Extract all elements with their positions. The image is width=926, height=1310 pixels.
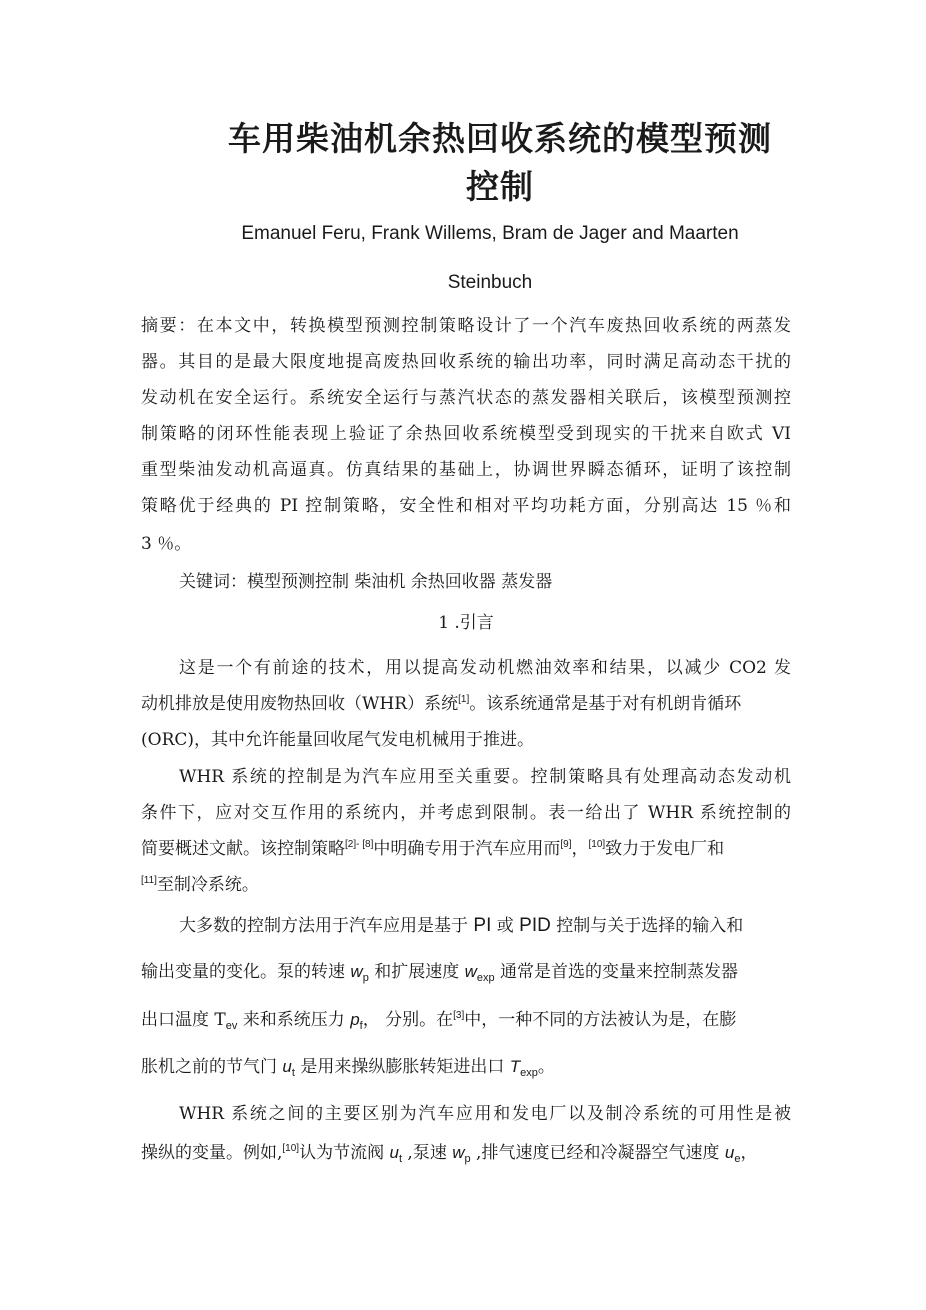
math-symbol: w (464, 962, 477, 981)
paragraph-line: 大多数的控制方法用于汽车应用是基于 PI 或 PID 控制与关于选择的输入和 (179, 915, 744, 936)
paper-title-line-2: 控制 (466, 167, 534, 206)
abstract-line: 3 ％。 (141, 534, 192, 554)
math-symbol: T (509, 1057, 521, 1076)
citation: [11] (141, 875, 157, 886)
math-symbol: u (724, 1143, 735, 1162)
paragraph-line: 操纵的变量。例如,[10]认为节流阀 $u_t$ ,泵速 $w_p$ ,排气速度已经和冷凝器空气速度 $u_e$， (141, 1143, 758, 1165)
paragraph-line: [11]至制冷系统。 (141, 875, 259, 895)
paragraph-line: 出口温度 $T_{ev}$ 来和系统压力 $p_f$， 分别。在[3]中，一种不同的方法被认为是，在膨 (141, 1010, 737, 1032)
paragraph-line: 条件下，应对交互作用的系统内，并考虑到限制。表一给出了 WHR 系统控制的 (141, 803, 791, 823)
authors-line-2: Steinbuch (447, 272, 533, 293)
abstract-line: 发动机在安全运行。系统安全运行与蒸汽状态的蒸发器相关联后，该模型预测控 (141, 388, 791, 408)
citation: [10] (588, 839, 606, 850)
math-symbol: w (350, 962, 363, 981)
citation: [1] (458, 694, 470, 705)
section-heading: 1 .引言 (438, 613, 494, 633)
paragraph-line: (ORC)，其中允许能量回收尾气发电机械用于推进。 (141, 730, 535, 750)
abstract-line: 摘要：在本文中，转换模型预测控制策略设计了一个汽车废热回收系统的两蒸发 (141, 316, 791, 336)
paragraph-line: 动机排放是使用废物热回收（WHR）系统[1]。该系统通常是基于对有机朗肯循环 (141, 694, 742, 714)
paragraph-line: 这是一个有前途的技术，用以提高发动机燃油效率和结果，以减少 CO2 发 (179, 658, 791, 678)
abstract-line: 策略优于经典的 PI 控制策略，安全性和相对平均功耗方面，分别高达 15 ％和 (141, 496, 791, 516)
paragraph-line: 简要概述文献。该控制策略[2]- [8]中明确专用于汽车应用而[9]，[10]致力于发电厂和 (141, 839, 725, 859)
abstract-line: 器。其目的是最大限度地提高废热回收系统的输出功率，同时满足高动态干扰的 (141, 352, 791, 372)
citation: [2]- [8] (345, 839, 374, 850)
keywords: 关键词：模型预测控制 柴油机 余热回收器 蒸发器 (179, 572, 553, 592)
paper-title-line-1: 车用柴油机余热回收系统的模型预测 (228, 119, 772, 158)
paragraph-line: WHR 系统之间的主要区别为汽车应用和发电厂以及制冷系统的可用性是被 (179, 1104, 791, 1124)
math-symbol: p (350, 1010, 360, 1029)
paragraph-line: WHR 系统的控制是为汽车应用至关重要。控制策略具有处理高动态发动机 (179, 767, 791, 787)
abstract-line: 制策略的闭环性能表现上验证了余热回收系统模型受到现实的干扰来自欧式 VI (141, 424, 791, 444)
math-symbol: u (282, 1057, 292, 1076)
math-symbol: w (452, 1143, 465, 1162)
citation: [3] (453, 1010, 465, 1021)
abstract-line: 重型柴油发动机高逼真。仿真结果的基础上，协调世界瞬态循环，证明了该控制 (141, 460, 791, 480)
math-symbol: u (389, 1143, 399, 1162)
paragraph-line: 输出变量的变化。泵的转速 $w_p$ 和扩展速度 $w_{exp}$ 通常是首选的变量来控制蒸发器 (141, 962, 739, 984)
citation: [10] (282, 1143, 300, 1154)
authors-line-1: Emanuel Feru, Frank Willems, Bram de Jager and Maarten (241, 223, 739, 244)
paragraph-line: 胀机之前的节气门 $u_t$ 是用来操纵膨胀转矩进出口 $T_{exp}$。 (141, 1057, 555, 1079)
citation: [9] (560, 839, 572, 850)
